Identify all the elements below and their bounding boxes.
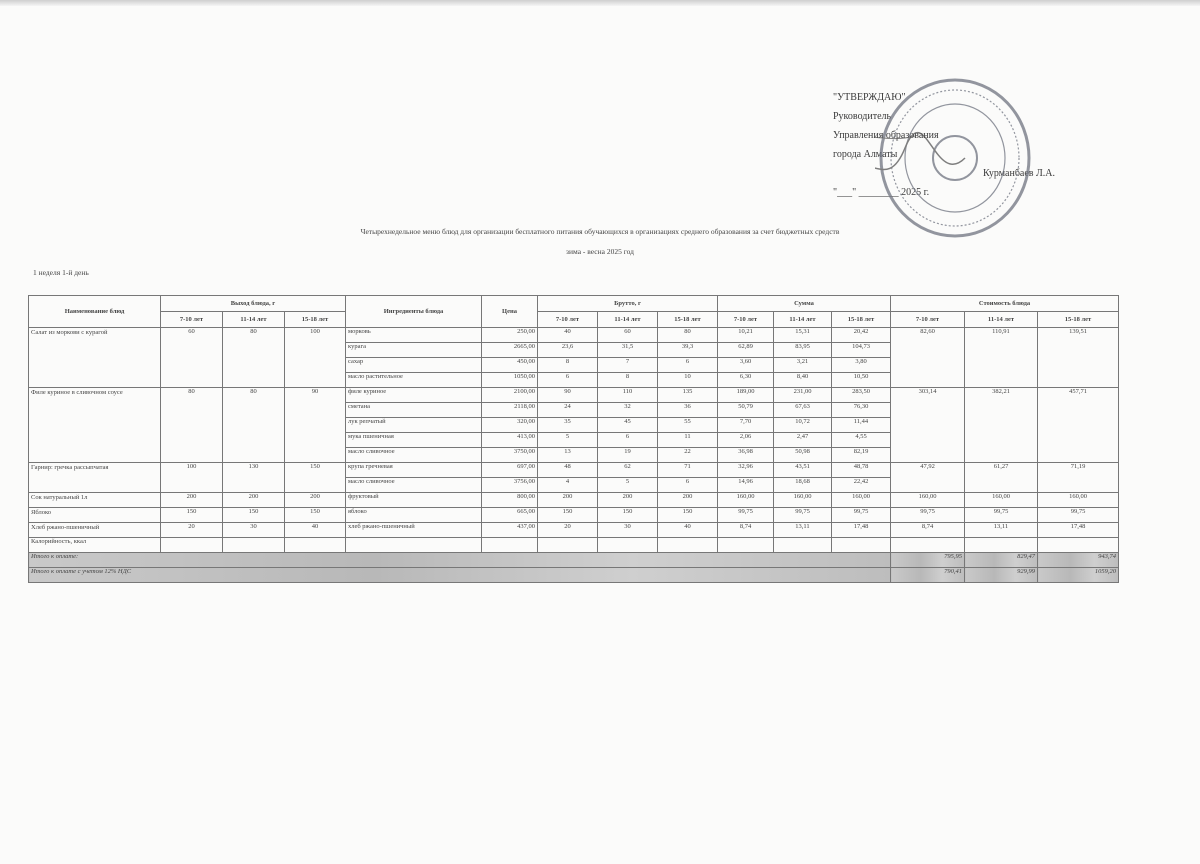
empty-cell: [346, 538, 482, 553]
ingredient-price: 665,00: [482, 508, 538, 523]
ingredient-brutto: 11: [658, 433, 718, 448]
total-row-label: Итого к оплате:: [29, 553, 891, 568]
ingredient-brutto: 135: [658, 388, 718, 403]
ingredient-sum: 104,73: [832, 343, 891, 358]
total-row-value: 829,47: [965, 553, 1038, 568]
dish-cost: 382,21: [965, 388, 1038, 463]
ingredient-name: сахар: [346, 358, 482, 373]
ingredient-sum: 3,21: [774, 358, 832, 373]
dish-cost: 457,71: [1038, 388, 1119, 463]
ingredient-sum: 67,63: [774, 403, 832, 418]
ingredient-brutto: 13: [538, 448, 598, 463]
ingredient-sum: 231,00: [774, 388, 832, 403]
dish-name: Сок натуральный 1л: [29, 493, 161, 508]
table-row: [29, 328, 1119, 343]
ingredient-brutto: 150: [598, 508, 658, 523]
total-vat-row-label: Итого к оплате с учетом 12% НДС: [29, 568, 891, 583]
ingredient-brutto: 110: [598, 388, 658, 403]
ingredient-sum: 15,31: [774, 328, 832, 343]
header-portion: Выход блюда, г: [161, 296, 346, 312]
table-row: [29, 493, 1119, 508]
header-age-0: 7-10 лет: [718, 312, 774, 328]
dish-cost: 110,91: [965, 328, 1038, 388]
week-label: 1 неделя 1-й день: [33, 268, 89, 277]
ingredient-brutto: 200: [658, 493, 718, 508]
ingredient-price: 3756,00: [482, 478, 538, 493]
ingredient-sum: 10,72: [774, 418, 832, 433]
ingredient-sum: 99,75: [774, 508, 832, 523]
total-vat-row-value: 929,99: [965, 568, 1038, 583]
header-sum: Сумма: [718, 296, 891, 312]
ingredient-name: масло сливочное: [346, 448, 482, 463]
header-ingredients: Ингредиенты блюда: [346, 296, 482, 328]
ingredient-brutto: 62: [598, 463, 658, 478]
empty-cell: [965, 538, 1038, 553]
empty-cell: [482, 538, 538, 553]
ingredient-price: 413,00: [482, 433, 538, 448]
ingredient-sum: 32,96: [718, 463, 774, 478]
calories-row: [29, 538, 1119, 553]
total-row-value: 795,95: [891, 553, 965, 568]
header-age-2: 15-18 лет: [832, 312, 891, 328]
approval-position: Руководитель: [833, 111, 892, 122]
ingredient-brutto: 71: [658, 463, 718, 478]
approval-signer: Курманбаев Л.А.: [983, 168, 1056, 179]
dish-portion: 150: [285, 463, 346, 493]
title-line-2: зима - весна 2025 год: [566, 247, 634, 256]
dish-name: Салат из моркови с курагой: [29, 328, 161, 388]
official-stamp-icon: [875, 78, 1035, 238]
ingredient-brutto: 6: [538, 373, 598, 388]
ingredient-brutto: 45: [598, 418, 658, 433]
ingredient-brutto: 24: [538, 403, 598, 418]
empty-cell: [891, 538, 965, 553]
dish-cost: 139,51: [1038, 328, 1119, 388]
ingredient-sum: 189,00: [718, 388, 774, 403]
ingredient-sum: 99,75: [832, 508, 891, 523]
ingredient-brutto: 22: [658, 448, 718, 463]
ingredient-sum: 50,79: [718, 403, 774, 418]
empty-cell: [598, 538, 658, 553]
ingredient-brutto: 6: [658, 358, 718, 373]
ingredient-sum: 4,55: [832, 433, 891, 448]
ingredient-name: филе куриное: [346, 388, 482, 403]
ingredient-price: 2100,00: [482, 388, 538, 403]
ingredient-name: масло растительное: [346, 373, 482, 388]
ingredient-brutto: 30: [598, 523, 658, 538]
ingredient-name: лук репчатый: [346, 418, 482, 433]
total-row: [29, 553, 1119, 568]
empty-cell: [285, 538, 346, 553]
empty-cell: [1038, 538, 1119, 553]
dish-cost: 160,00: [1038, 493, 1119, 508]
dish-cost: 99,75: [1038, 508, 1119, 523]
ingredient-sum: 50,98: [774, 448, 832, 463]
dish-cost: 13,11: [965, 523, 1038, 538]
ingredient-brutto: 7: [598, 358, 658, 373]
dish-portion: 200: [285, 493, 346, 508]
ingredient-sum: 17,48: [832, 523, 891, 538]
dish-portion: 200: [161, 493, 223, 508]
dish-portion: 80: [223, 328, 285, 388]
ingredient-brutto: 8: [538, 358, 598, 373]
dish-name: Хлеб ржано-пшеничный: [29, 523, 161, 538]
ingredient-name: морковь: [346, 328, 482, 343]
dish-cost: 47,92: [891, 463, 965, 493]
ingredient-sum: 8,74: [718, 523, 774, 538]
ingredient-sum: 10,21: [718, 328, 774, 343]
dish-cost: 71,19: [1038, 463, 1119, 493]
header-age-1: 11-14 лет: [598, 312, 658, 328]
table-row: [29, 463, 1119, 478]
dish-portion: 30: [223, 523, 285, 538]
ingredient-brutto: 150: [538, 508, 598, 523]
ingredient-sum: 20,42: [832, 328, 891, 343]
ingredient-sum: 160,00: [832, 493, 891, 508]
menu-table: [28, 295, 1119, 583]
ingredient-name: хлеб ржано-пшеничный: [346, 523, 482, 538]
ingredient-sum: 48,78: [832, 463, 891, 478]
ingredient-sum: 160,00: [718, 493, 774, 508]
ingredient-sum: 2,06: [718, 433, 774, 448]
ingredient-brutto: 36: [658, 403, 718, 418]
ingredient-name: масло сливочное: [346, 478, 482, 493]
ingredient-sum: 6,30: [718, 373, 774, 388]
dish-cost: 17,48: [1038, 523, 1119, 538]
ingredient-brutto: 60: [598, 328, 658, 343]
ingredient-brutto: 200: [538, 493, 598, 508]
ingredient-brutto: 150: [658, 508, 718, 523]
calories-label: Калорийность, ккал: [29, 538, 161, 553]
empty-cell: [832, 538, 891, 553]
table-row: [29, 388, 1119, 403]
approval-heading: "УТВЕРЖДАЮ": [833, 92, 906, 103]
table-row: [29, 508, 1119, 523]
ingredient-sum: 283,50: [832, 388, 891, 403]
ingredient-brutto: 10: [658, 373, 718, 388]
ingredient-sum: 2,47: [774, 433, 832, 448]
dish-cost: 82,60: [891, 328, 965, 388]
dish-cost: 61,27: [965, 463, 1038, 493]
empty-cell: [658, 538, 718, 553]
ingredient-brutto: 5: [598, 478, 658, 493]
dish-portion: 20: [161, 523, 223, 538]
ingredient-price: 450,00: [482, 358, 538, 373]
ingredient-price: 1050,00: [482, 373, 538, 388]
ingredient-name: фруктовый: [346, 493, 482, 508]
ingredient-sum: 62,89: [718, 343, 774, 358]
ingredient-name: крупа гречневая: [346, 463, 482, 478]
header-age-0: 7-10 лет: [891, 312, 965, 328]
dish-cost: 160,00: [965, 493, 1038, 508]
ingredient-name: мука пшеничная: [346, 433, 482, 448]
ingredient-price: 697,00: [482, 463, 538, 478]
header-dish: Наименование блюд: [29, 296, 161, 328]
ingredient-sum: 3,80: [832, 358, 891, 373]
ingredient-brutto: 80: [658, 328, 718, 343]
ingredient-brutto: 200: [598, 493, 658, 508]
header-age-0: 7-10 лет: [161, 312, 223, 328]
dish-cost: 8,74: [891, 523, 965, 538]
ingredient-sum: 83,95: [774, 343, 832, 358]
ingredient-name: яблоко: [346, 508, 482, 523]
scan-edge: [0, 0, 1200, 6]
ingredient-sum: 10,50: [832, 373, 891, 388]
dish-cost: 160,00: [891, 493, 965, 508]
dish-portion: 130: [223, 463, 285, 493]
ingredient-brutto: 32: [598, 403, 658, 418]
header-age-0: 7-10 лет: [538, 312, 598, 328]
ingredient-brutto: 6: [598, 433, 658, 448]
ingredient-price: 2665,00: [482, 343, 538, 358]
dish-portion: 150: [223, 508, 285, 523]
header-age-2: 15-18 лет: [658, 312, 718, 328]
ingredient-sum: 8,40: [774, 373, 832, 388]
title-line-1: Четырехнедельное меню блюд для организации бесплатного питания обучающихся в организациях среднего образования за счет бюджетных средств: [360, 227, 840, 236]
approval-city: города Алматы: [833, 149, 898, 160]
dish-portion: 80: [223, 388, 285, 463]
ingredient-price: 320,00: [482, 418, 538, 433]
ingredient-brutto: 31,5: [598, 343, 658, 358]
ingredient-brutto: 48: [538, 463, 598, 478]
dish-portion: 80: [161, 388, 223, 463]
ingredient-name: сметана: [346, 403, 482, 418]
ingredient-sum: 3,60: [718, 358, 774, 373]
ingredient-sum: 36,98: [718, 448, 774, 463]
approval-date: "___" ________ 2025 г.: [833, 187, 930, 198]
ingredient-brutto: 23,6: [538, 343, 598, 358]
ingredient-brutto: 40: [538, 328, 598, 343]
dish-cost: 99,75: [891, 508, 965, 523]
empty-cell: [161, 538, 223, 553]
ingredient-sum: 13,11: [774, 523, 832, 538]
dish-portion: 60: [161, 328, 223, 388]
dish-cost: 303,14: [891, 388, 965, 463]
ingredient-brutto: 55: [658, 418, 718, 433]
approval-department: Управления образования: [833, 130, 939, 141]
dish-portion: 200: [223, 493, 285, 508]
ingredient-brutto: 90: [538, 388, 598, 403]
ingredient-name: курага: [346, 343, 482, 358]
total-vat-row-value: 1059,20: [1038, 568, 1119, 583]
ingredient-sum: 99,75: [718, 508, 774, 523]
ingredient-brutto: 4: [538, 478, 598, 493]
ingredient-brutto: 20: [538, 523, 598, 538]
total-vat-row: [29, 568, 1119, 583]
ingredient-brutto: 8: [598, 373, 658, 388]
header-age-1: 11-14 лет: [223, 312, 285, 328]
ingredient-brutto: 40: [658, 523, 718, 538]
ingredient-brutto: 39,3: [658, 343, 718, 358]
header-age-1: 11-14 лет: [965, 312, 1038, 328]
dish-portion: 40: [285, 523, 346, 538]
empty-cell: [718, 538, 774, 553]
dish-name: Филе куриное в сливочном соусе: [29, 388, 161, 463]
table-row: [29, 523, 1119, 538]
total-row-value: 943,74: [1038, 553, 1119, 568]
document-title: [150, 222, 1050, 262]
ingredient-sum: 22,42: [832, 478, 891, 493]
ingredient-sum: 7,70: [718, 418, 774, 433]
ingredient-price: 250,00: [482, 328, 538, 343]
dish-portion: 100: [285, 328, 346, 388]
ingredient-sum: 82,19: [832, 448, 891, 463]
header-age-2: 15-18 лет: [285, 312, 346, 328]
ingredient-price: 2118,00: [482, 403, 538, 418]
ingredient-sum: 43,51: [774, 463, 832, 478]
dish-name: Гарнир: гречка рассыпчатая: [29, 463, 161, 493]
ingredient-sum: 160,00: [774, 493, 832, 508]
ingredient-brutto: 19: [598, 448, 658, 463]
ingredient-sum: 18,68: [774, 478, 832, 493]
ingredient-sum: 11,44: [832, 418, 891, 433]
header-cost: Стоимость блюда: [891, 296, 1119, 312]
total-vat-row-value: 790,41: [891, 568, 965, 583]
dish-portion: 150: [161, 508, 223, 523]
ingredient-sum: 14,96: [718, 478, 774, 493]
dish-name: Яблоко: [29, 508, 161, 523]
empty-cell: [538, 538, 598, 553]
header-age-1: 11-14 лет: [774, 312, 832, 328]
ingredient-brutto: 6: [658, 478, 718, 493]
header-price: Цена: [482, 296, 538, 328]
ingredient-price: 3750,00: [482, 448, 538, 463]
dish-portion: 100: [161, 463, 223, 493]
header-brutto: Брутто, г: [538, 296, 718, 312]
empty-cell: [223, 538, 285, 553]
dish-portion: 90: [285, 388, 346, 463]
dish-portion: 150: [285, 508, 346, 523]
dish-cost: 99,75: [965, 508, 1038, 523]
ingredient-price: 800,00: [482, 493, 538, 508]
ingredient-sum: 76,30: [832, 403, 891, 418]
empty-cell: [774, 538, 832, 553]
ingredient-brutto: 35: [538, 418, 598, 433]
ingredient-price: 437,00: [482, 523, 538, 538]
header-age-2: 15-18 лет: [1038, 312, 1119, 328]
ingredient-brutto: 5: [538, 433, 598, 448]
